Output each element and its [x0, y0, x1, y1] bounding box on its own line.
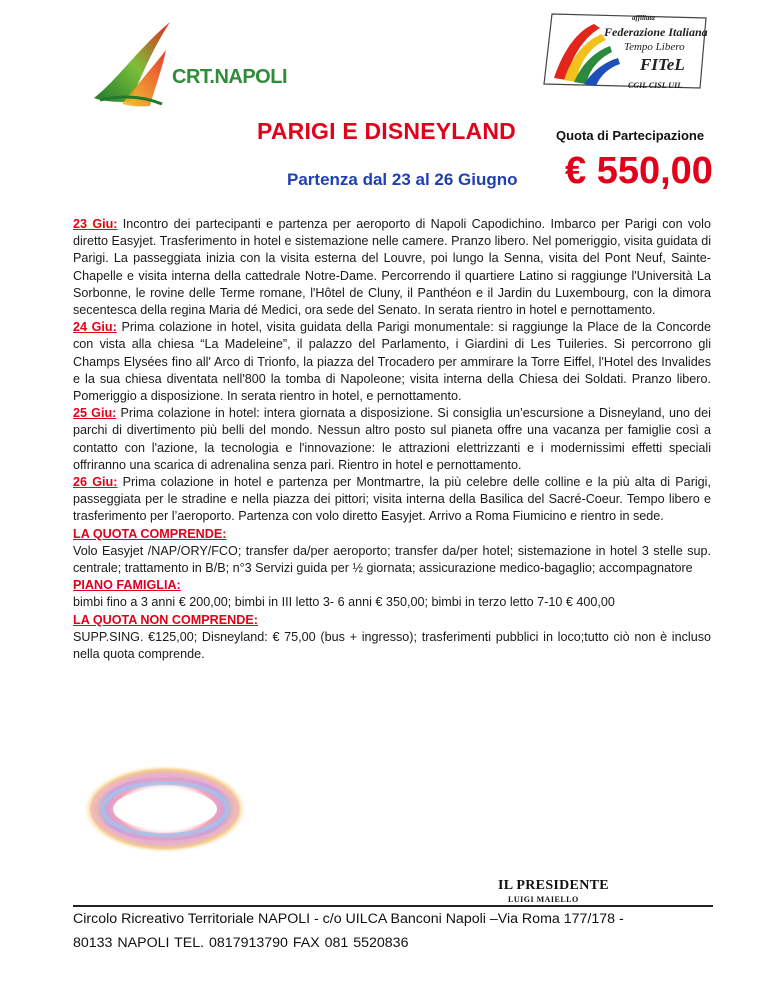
departure-dates: Partenza dal 23 al 26 Giugno — [287, 170, 518, 189]
day-text: Prima colazione in hotel e partenza per Montmartre, la più celebre delle colline e la più alta di Parigi, passeggiata per le stradine e nella piazza dei pittori; visita interna della Basilica del Sacré-Coeur. Tempo libero e trasferimento per l’aeroporto. Partenza con volo diretto Easyjet. Arrivo a Roma Fiumicino e rientro in sede. — [73, 475, 711, 524]
section-text-included: Volo Easyjet /NAP/ORY/FCO; transfer da/per aeroporto; transfer da/per hotel; sistemazione in hotel 3 stelle sup. centrale; trattamento in B/B; n°3 Servizi guida per ½ giornata; assicurazione medico-bagaglio; accompagnatore — [73, 543, 711, 576]
day-paragraph — [73, 216, 711, 319]
section-heading-not-included: LA QUOTA NON COMPRENDE: — [73, 612, 258, 627]
fitel-affiliata-text: affiliata — [632, 14, 655, 22]
footer-contacts: 80133 NAPOLI TEL. 0817913790 FAX 081 5520836 — [73, 935, 409, 951]
day-paragraph — [73, 319, 711, 405]
crt-logo-text: CRT.NAPOLI — [172, 66, 287, 88]
day-paragraph — [73, 405, 711, 474]
fitel-unions-text: CGIL CISL UIL — [628, 81, 683, 90]
decorative-ring-image — [80, 762, 250, 857]
day-text: Incontro dei partecipanti e partenza per aeroporto di Napoli Capodichino. Imbarco per Parigi con volo diretto Easyjet. Trasferimento in hotel e sistemazione nelle camere. Pranzo libero. Nel pomeriggio, visita guidata di Parigi. La passeggiata inizia con la visita esterna del Louvre, poi lungo la Senna, visita del Pont Neuf, Sainte-Chapelle e visita interna della cattedrale Notre-Dame. Percorrendo il quartiere Latino si raggiunge l'Università La Sorbonne, le rovine delle Terme romane, l'Hôtel de Cluny, il Panthéon e il Jardin du Luxembourg, con la dimora secentesca della regina Maria dé Medici, ora sede del Senato. In serata rientro in hotel e pernottamento. — [73, 217, 711, 318]
fitel-logo — [524, 8, 714, 94]
day-paragraph — [73, 474, 711, 526]
day-text: Prima colazione in hotel, visita guidata della Parigi monumentale: si raggiunge la Place de la Concorde con vista alla chiesa “La Madeleine”, il palazzo del Parlamento, i Giardini di Les Tuileries. Si percorrono gli Champs Elysées fino all' Arco di Trionfo, la piazza del Trocadero per ammirare la Torre Eiffel, l'Hotel des Invalides e la sua chiesa diventata nell'800 la tomba di Napoleone; visita interna della Chiesa dei Soldati. Pranzo libero. Pomeriggio a disposizione. In serata rientro in hotel, e pernottamento. — [73, 320, 711, 404]
quota-label: Quota di Partecipazione — [556, 128, 705, 143]
section-heading-included: LA QUOTA COMPRENDE: — [73, 526, 227, 541]
fitel-name-text: FITeL — [640, 55, 685, 74]
day-text: Prima colazione in hotel: intera giornata a disposizione. Si consiglia un’escursione a Disneyland, uno dei parchi di divertimento più belli del mondo. Nessun altro posto sul pianeta offre una vacanza per famiglie così a contatto con l'azione, la tecnologia e l'innovazione: le attrazioni elettrizzanti e i modernissimi effetti speciali offriranno una scarica di adrenalina senza pari. Rientro in hotel e pernottamento. — [73, 406, 711, 472]
footer-address: Circolo Ricreativo Territoriale NAPOLI - c/o UILCA Banconi Napoli –Via Roma 177/178 - — [73, 911, 624, 927]
crt-napoli-logo — [92, 20, 252, 110]
day-label: 24 Giu: — [73, 320, 117, 335]
day-label: 25 Giu: — [73, 406, 117, 421]
section-text-family: bimbi fino a 3 anni € 200,00; bimbi in III letto 3- 6 anni € 350,00; bimbi in terzo letto 7-10 € 400,00 — [73, 595, 615, 610]
price: € 550,00 — [565, 150, 713, 192]
president-title: IL PRESIDENTE — [498, 878, 609, 893]
itinerary-body — [73, 216, 711, 663]
president-name: LUIGI MAIELLO — [508, 895, 579, 904]
trip-title: PARIGI E DISNEYLAND — [257, 118, 516, 144]
section-text-not-included: SUPP.SING. €125,00; Disneyland: € 75,00 (bus + ingresso); trasferimenti pubblici in loco;tutto ciò non è incluso nella quota comprende. — [73, 629, 711, 662]
fitel-federazione-text: Federazione Italiana — [604, 25, 708, 39]
day-label: 26 Giu: — [73, 475, 118, 490]
fitel-tempo-libero-text: Tempo Libero — [624, 41, 685, 53]
section-heading-family: PIANO FAMIGLIA: — [73, 578, 181, 593]
footer-divider — [73, 905, 713, 907]
day-label: 23 Giu: — [73, 217, 118, 231]
